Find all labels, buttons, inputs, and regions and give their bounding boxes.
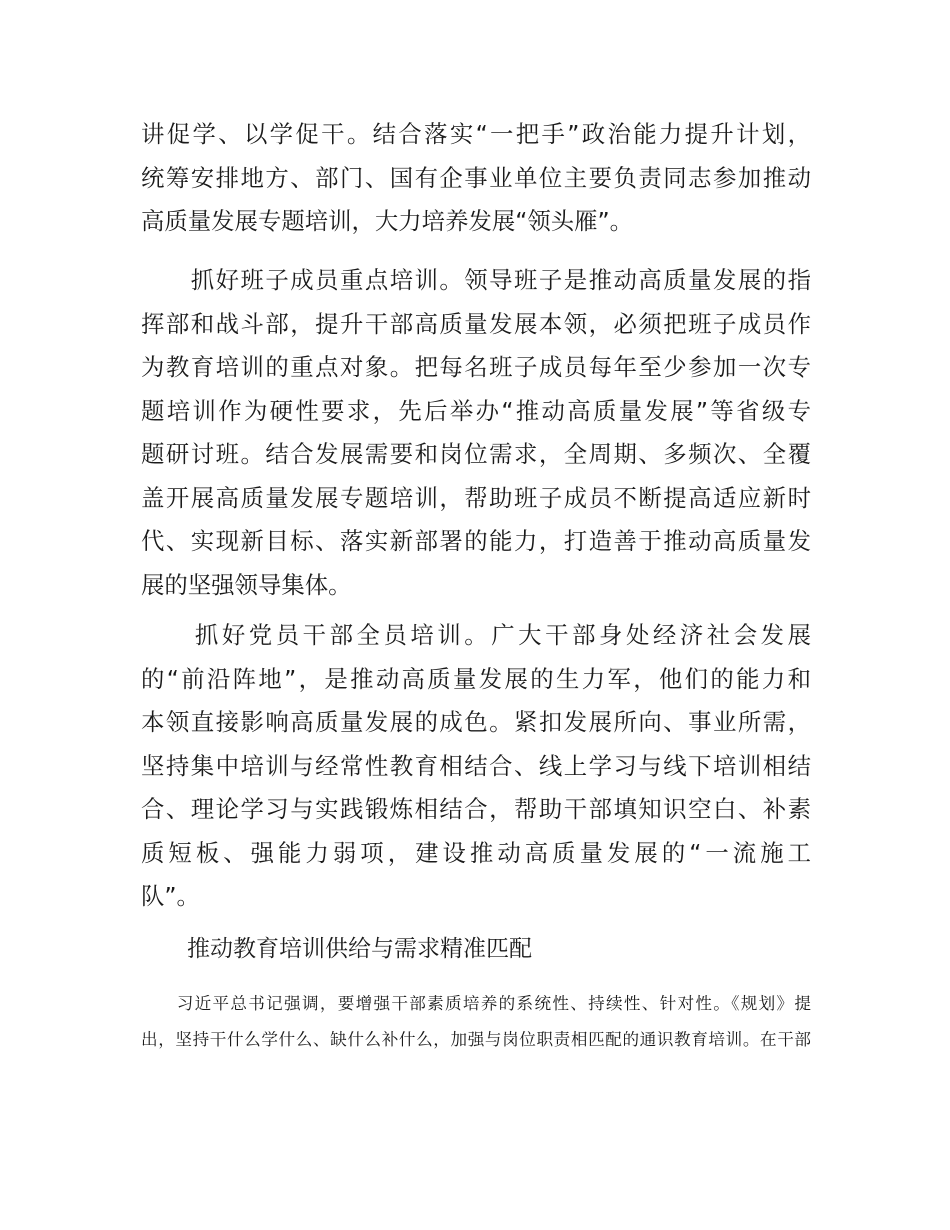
paragraph-line: 合、理论学习与实践锻炼相结合，帮助干部填知识空白、补素 [141,795,811,823]
paragraph-line: 抓好班子成员重点培训。领导班子是推动高质量发展的指 [141,266,811,294]
paragraph-1 [141,113,811,244]
paragraph-line: 统筹安排地方、部门、国有企事业单位主要负责同志参加推动 [141,163,811,192]
paragraph-2 [141,259,811,607]
paragraph-line: 为教育培训的重点对象。把每名班子成员每年至少参加一次专 [141,353,811,381]
paragraph-line: 盖开展高质量发展专题培训，帮助班子成员不断提高适应新时 [141,483,811,512]
paragraph-line: 高质量发展专题培训，大力培养发展“领头雁”。 [141,207,634,235]
paragraph-line: 出，坚持干什么学什么、缺什么补什么，加强与岗位职责相匹配的通识教育培训。在干部 [141,1030,811,1049]
paragraph-line: 本领直接影响高质量发展的成色。紧扣发展所向、事业所需， [141,708,811,736]
paragraph-line: 抓好党员干部全员培训。广大干部身处经济社会发展 [141,621,811,649]
paragraph-line: 队”。 [141,882,200,910]
paragraph-line: 题培训作为硬性要求，先后举办“推动高质量发展”等省级专 [141,396,811,425]
paragraph-line: 展的坚强领导集体。 [141,570,352,599]
paragraph-line: 讲促学、以学促干。结合落实“一把手”政治能力提升计划， [141,120,811,148]
section-heading-text: 推动教育培训供给与需求精准匹配 [141,936,532,962]
paragraph-line: 挥部和战斗部，提升干部高质量发展本领，必须把班子成员作 [141,309,811,338]
paragraph-line: 的“前沿阵地”，是推动高质量发展的生力军，他们的能力和 [141,664,811,693]
paragraph-4 [141,986,811,1058]
paragraph-3 [141,614,811,919]
paragraph-line: 坚持集中培训与经常性教育相结合、线上学习与线下培训相结 [141,751,811,780]
section-heading [141,934,811,964]
paragraph-line: 习近平总书记强调，要增强干部素质培养的系统性、持续性、针对性。《规划》提 [141,994,811,1013]
paragraph-line: 质短板、强能力弱项，建设推动高质量发展的“一流施工 [141,838,811,867]
paragraph-line: 代、实现新目标、落实新部署的能力，打造善于推动高质量发 [141,527,811,555]
paragraph-line: 题研讨班。结合发展需要和岗位需求，全周期、多频次、全覆 [141,440,811,468]
